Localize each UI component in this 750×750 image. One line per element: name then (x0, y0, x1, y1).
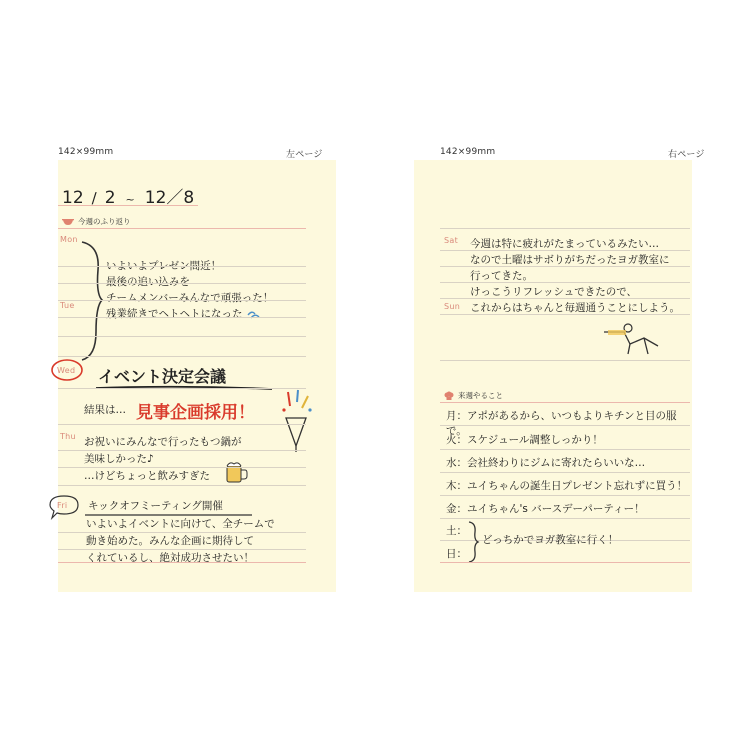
rule-line (58, 532, 306, 533)
bottom-rule (58, 562, 306, 563)
montue-line: チームメンバーみんなで頑張った！ (106, 292, 274, 304)
rule-line (58, 485, 306, 486)
day-label-mon: Mon (60, 235, 78, 244)
todo-item: 木：ユイちゃんの誕生日プレゼント忘れずに買う！ (446, 480, 688, 492)
fri-line: くれているし、絶対成功させたい！ (86, 552, 254, 564)
rule-line (58, 300, 306, 301)
rule-line (440, 250, 690, 251)
fri-title: キックオフミーティング開催 (88, 500, 223, 512)
chef-hat-icon (444, 391, 454, 401)
left-page (58, 160, 336, 592)
day-label-sun: Sun (444, 302, 461, 311)
weekend-plan: どっちかでヨガ教室に行く！ (482, 534, 619, 546)
todo-item: 月：アポがあるから、いつもよりキチンと目の服で。 (446, 410, 677, 437)
thu-line: お祝いにみんなで行ったもつ鍋が (84, 436, 242, 448)
section-header-review (62, 216, 131, 227)
todo-item: 水：会社終わりにジムに寄れたらいいな… (446, 457, 646, 469)
rule-line (440, 228, 690, 229)
rule-line (440, 282, 690, 283)
date-slash: ∕ (91, 189, 97, 207)
beer-mug-icon (224, 460, 250, 484)
date-separator: ~ (125, 193, 135, 206)
rule-line (58, 266, 306, 267)
section-rule (58, 228, 306, 229)
sun-label: 日： (446, 548, 467, 560)
fri-line: 動き始めた。みんな企画に期待して (86, 535, 254, 547)
date-to: 12／8 (144, 188, 195, 208)
rule-line (58, 450, 306, 451)
left-size-label: 142×99mm (58, 147, 114, 157)
wed-title: イベント決定会議 (98, 367, 227, 386)
date-underline (58, 205, 198, 206)
day-label-tue: Tue (60, 301, 75, 310)
weekend-line: 今週は特に疲れがたまっているみたい… (470, 238, 659, 250)
rule-line (440, 425, 690, 426)
rule-line (440, 518, 690, 519)
date-from-month: 12 (62, 188, 84, 208)
wed-result: 見事企画採用！ (136, 403, 255, 423)
montue-text (106, 258, 336, 322)
rule-line (58, 336, 306, 337)
section-title-review: 今週のふり返り (78, 217, 131, 226)
weekend-line: なので土曜はサボりがちだったヨガ教室に (470, 254, 670, 266)
yoga-figure-icon (600, 320, 670, 356)
sat-label: 土： (446, 525, 467, 537)
rule-line (58, 356, 306, 357)
rule-line (58, 467, 306, 468)
day-label-fri: Fri (57, 501, 68, 510)
thu-line: …けどちょっと飲みすぎた (84, 470, 210, 482)
left-page-label: 左ページ (286, 150, 323, 160)
weekend-brace (466, 520, 480, 564)
rule-line (58, 283, 306, 284)
todo-item: 火：スケジュール調整しっかり！ (446, 434, 603, 446)
montue-line: 残業続きでヘトヘトになった (106, 308, 243, 320)
bottom-rule (440, 562, 690, 563)
rule-line (440, 495, 690, 496)
section-header-todo (444, 390, 503, 401)
rule-line (58, 424, 306, 425)
montue-line: 最後の追い込みを (106, 276, 190, 288)
montue-line: いよいよプレゼン間近！ (106, 260, 222, 272)
day-label-thu: Thu (60, 432, 76, 441)
section-title-todo: 来週やること (458, 391, 503, 400)
weekend-line: 行ってきた。 (470, 270, 533, 282)
right-size-label: 142×99mm (440, 147, 496, 157)
weekend-line: けっこうリフレッシュできたので、 (470, 286, 638, 298)
fri-text (86, 516, 326, 567)
right-page-label: 右ページ (668, 150, 705, 160)
rule-line (440, 472, 690, 473)
fri-line: いよいよイベントに向けて、全チームで (86, 518, 275, 530)
rule-line (58, 317, 306, 318)
weekend-text (470, 236, 700, 316)
wed-result-prefix: 結果は… (84, 404, 126, 416)
thu-text (84, 434, 314, 485)
rule-line (440, 449, 690, 450)
rule-line (440, 298, 690, 299)
day-label-sat: Sat (444, 236, 459, 245)
rule-line (440, 266, 690, 267)
bowl-icon (62, 218, 74, 226)
right-page (414, 160, 692, 592)
rule-line (58, 549, 306, 550)
rule-line (440, 314, 690, 315)
rule-line (440, 360, 690, 361)
thu-line: 美味しかった♪ (84, 453, 154, 465)
weekend-line: これからはちゃんと毎週通うことにしよう。 (470, 302, 680, 314)
todo-item: 金：ユイちゃん's バースデーパーティー！ (446, 503, 645, 515)
date-from-day: 2 (104, 188, 116, 208)
rule-line (58, 388, 306, 389)
section-rule (440, 402, 690, 403)
brace-mark (78, 240, 106, 362)
day-label-wed: Wed (57, 366, 76, 375)
